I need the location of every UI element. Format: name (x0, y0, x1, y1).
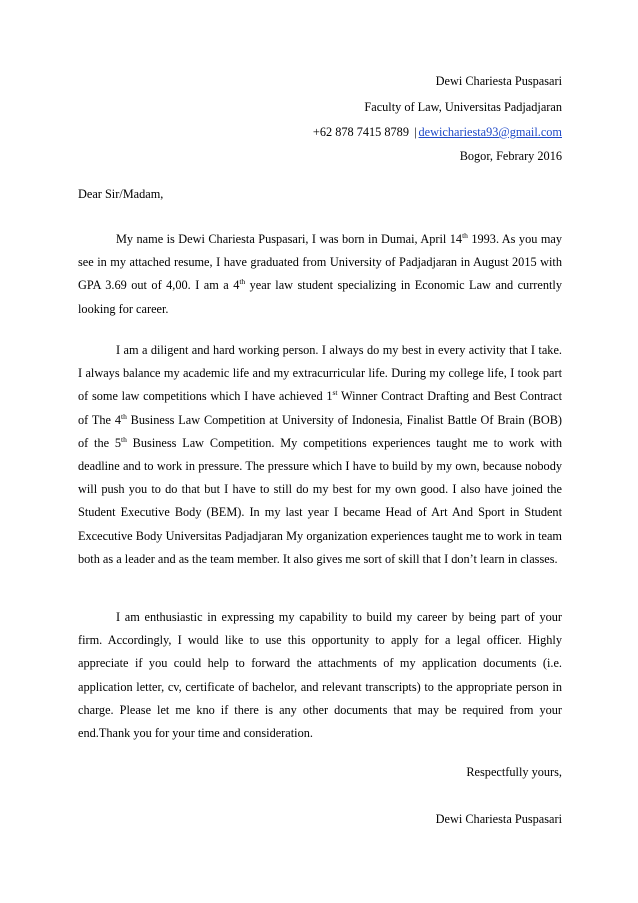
p2-text-b: Winner Contract Drafting and Best Contract of The 4 (78, 389, 562, 427)
contact-separator: | (414, 125, 417, 139)
letter-place-date: Bogor, Febrary 2016 (459, 149, 562, 163)
sender-phone: +62 878 7415 8789 (312, 125, 409, 139)
p2-text-c: Business Law Competition at University of Indonesia, Finalist Battle Of Brain (BOB) of the 5 (78, 412, 562, 450)
p1-sup-b: th (239, 277, 246, 287)
signature-name: Dewi Chariesta Puspasari (435, 812, 562, 826)
p1-sup-a: th (462, 231, 468, 240)
p2-sup-c: th (121, 434, 127, 444)
sender-contact (313, 124, 562, 140)
p2-sup-a: st (332, 388, 338, 398)
valediction: Respectfully yours, (466, 765, 562, 779)
p3-text: I am enthusiastic in expressing my capability to build my career by being part of your firm. Accordingly, I would like to use this opportunity to apply for a legal officer. Highly appreciate if you could help to forward the attachments of my application documents (i.e. application letter, cv, certificate of bachelor, and relevant transcripts) to the appropriate person in charge. Please let me kno if there is any other documents that may be required from your end.Thank you for your time and consideration. (78, 610, 562, 741)
p1-text-c: year law student specializing in Economic Law and currently looking for career. (78, 278, 562, 316)
p1-text-a: My name is Dewi Chariesta Puspasari, I was born in Dumai, April 14 (116, 232, 463, 246)
p1-text-b: 1993. As you may see in my attached resume, I have graduated from University of Padjadjaran in August 2015 with GPA 3.69 out of 4,00. I am a 4 (78, 232, 562, 293)
p2-text-d: Business Law Competition. My competitions experiences taught me to work with deadline and to work in pressure. The pressure which I have to build by my own, because nobody will push you to do that but I have to still do my best for my own good. I also have joined the Student Executive Body (BEM). In my last year I became Head of Art And Sport in Student Excecutive Body Universitas Padjadjaran My organization experiences taught me to work in team both as a leader and as the team member. It also gives me sort of skill that I don’t learn in classes. (78, 435, 562, 566)
paragraph-application (78, 606, 562, 745)
sender-faculty: Faculty of Law, Universitas Padjadjaran (364, 100, 562, 114)
paragraph-experience (78, 339, 562, 571)
p2-text-a: I am a diligent and hard working person. I always do my best in every activity that I take. I always balance my academic life and my extracurricular life. During my college life, I took part of some law competitions which I have achieved 1 (78, 343, 562, 404)
sender-name: Dewi Chariesta Puspasari (435, 74, 562, 88)
p2-sup-b: th (120, 411, 127, 421)
paragraph-introduction (78, 228, 562, 321)
sender-email-link[interactable]: dewichariesta93@gmail.com (418, 125, 562, 139)
salutation: Dear Sir/Madam, (78, 187, 164, 201)
